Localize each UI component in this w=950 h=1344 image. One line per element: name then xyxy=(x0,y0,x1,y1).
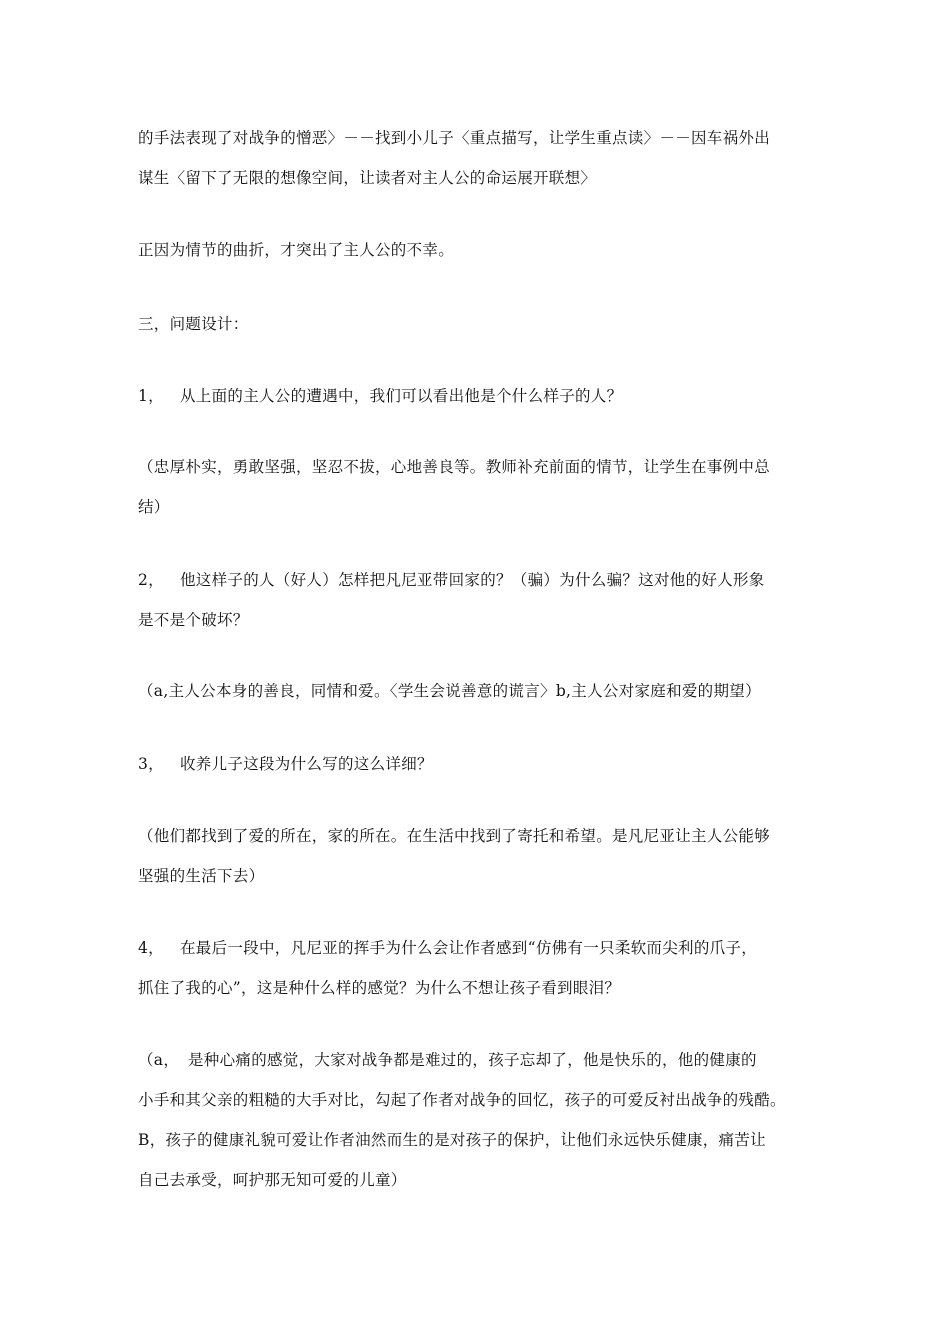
answer-line: B，孩子的健康礼貌可爱让作者油然而生的是对孩子的保护，让他们永远快乐健康，痛苦让 xyxy=(138,1131,766,1149)
answer-line: 结） xyxy=(138,498,170,516)
answer-text: 是种心痛的感觉，大家对战争都是难过的，孩子忘却了，他是快乐的，他的健康的 xyxy=(188,1051,757,1069)
paragraph-line: 正因为情节的曲折，才突出了主人公的不幸。 xyxy=(138,241,455,259)
question-text: 从上面的主人公的遭遇中，我们可以看出他是个什么样子的人？ xyxy=(180,387,623,405)
answer-line: 自己去承受，呵护那无知可爱的儿童） xyxy=(138,1171,407,1189)
question-number: 1， xyxy=(138,387,164,405)
answer-line: （a,主人公本身的善良，同情和爱。〈学生会说善意的谎言〉b,主人公对家庭和爱的期望） xyxy=(138,682,761,700)
section-heading: 三，问题设计： xyxy=(138,315,249,333)
question-number: 4， xyxy=(138,939,164,957)
paragraph-line: 的手法表现了对战争的憎恶〉－－找到小儿子〈重点描写，让学生重点读〉－－因车祸外出 xyxy=(138,129,771,147)
question-line: 抓住了我的心”，这是种什么样的感觉？为什么不想让孩子看到眼泪？ xyxy=(138,979,621,997)
answer-line: 坚强的生活下去） xyxy=(138,867,265,885)
answer-line: （忠厚朴实，勇敢坚强，坚忍不拔，心地善良等。教师补充前面的情节，让学生在事例中总 xyxy=(138,458,771,476)
question-4 xyxy=(138,938,828,958)
answer-marker: （a， xyxy=(138,1051,180,1069)
question-text: 他这样子的人（好人）怎样把凡尼亚带回家的？（骗）为什么骗？这对他的好人形象 xyxy=(180,571,765,589)
question-text: 收养儿子这段为什么写的这么详细？ xyxy=(180,755,433,773)
question-1 xyxy=(138,386,828,406)
answer-line: （他们都找到了爱的所在，家的所在。在生活中找到了寄托和希望。是凡尼亚让主人公能够 xyxy=(138,827,771,845)
question-3 xyxy=(138,754,828,774)
question-line: 是不是个破坏？ xyxy=(138,611,249,629)
answer-line: 小手和其父亲的粗糙的大手对比，勾起了作者对战争的回忆，孩子的可爱反衬出战争的残酷。 xyxy=(138,1091,786,1109)
question-text: 在最后一段中，凡尼亚的挥手为什么会让作者感到“仿佛有一只柔软而尖利的爪子， xyxy=(180,939,758,957)
question-2 xyxy=(138,570,828,590)
answer-line xyxy=(138,1050,828,1070)
question-number: 3， xyxy=(138,755,164,773)
paragraph-line: 谋生〈留下了无限的想像空间，让读者对主人公的命运展开联想〉 xyxy=(138,169,597,187)
question-number: 2， xyxy=(138,571,164,589)
